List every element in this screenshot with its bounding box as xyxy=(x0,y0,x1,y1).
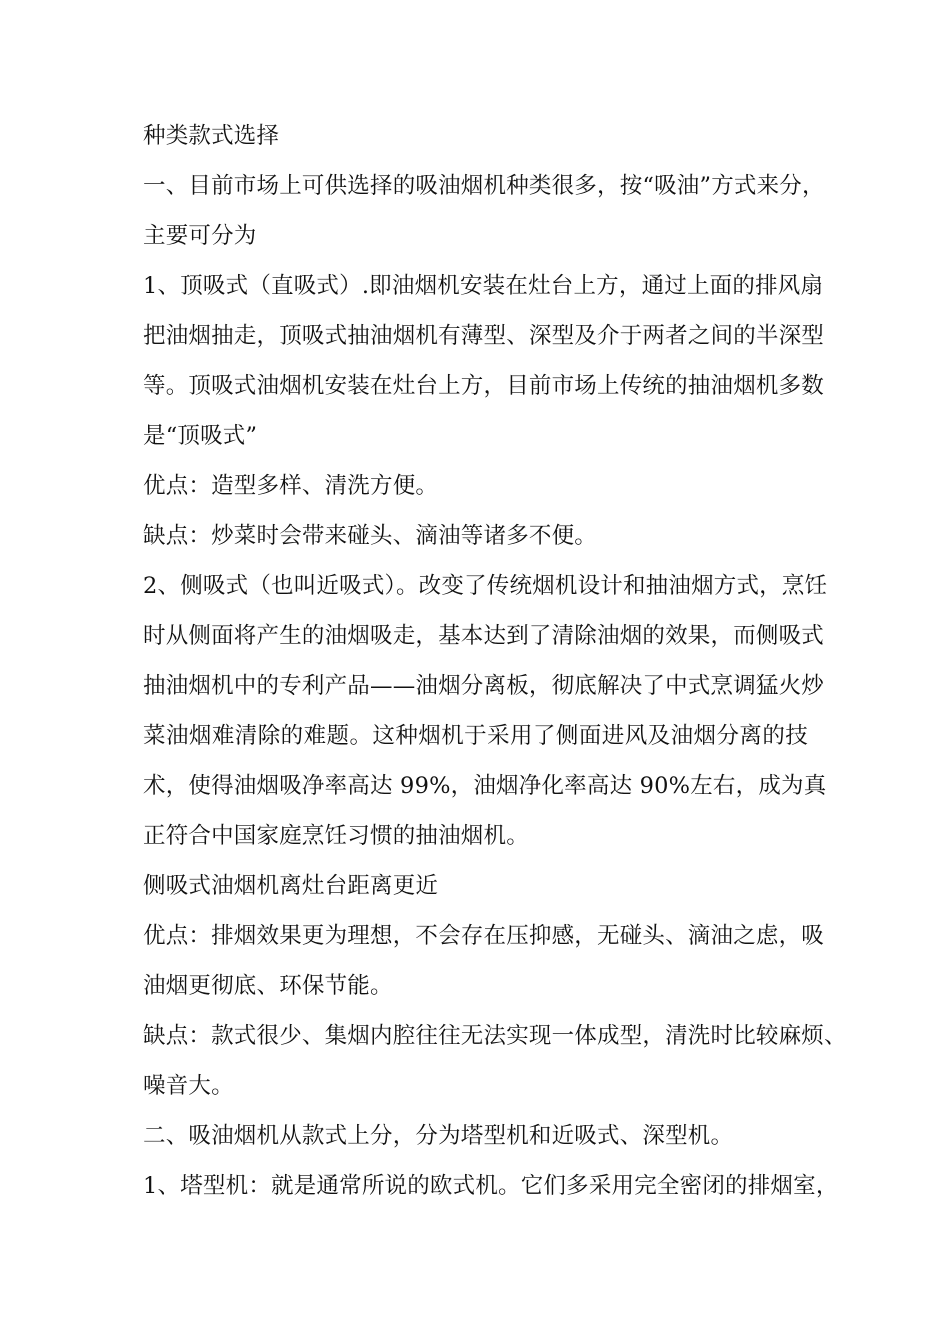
paragraph-line: 等。顶吸式油烟机安装在灶台上方，目前市场上传统的抽油烟机多数 xyxy=(143,373,825,399)
paragraph-line: 正符合中国家庭烹饪习惯的抽油烟机。 xyxy=(143,823,529,849)
paragraph-line: 主要可分为 xyxy=(143,223,257,249)
paragraph-line: 噪音大。 xyxy=(143,1073,234,1099)
paragraph-line: 1、塔型机：就是通常所说的欧式机。它们多采用完全密闭的排烟室， xyxy=(143,1173,839,1199)
paragraph-line: 时从侧面将产生的油烟吸走，基本达到了清除油烟的效果，而侧吸式 xyxy=(143,623,825,649)
paragraph-line: 优点：造型多样、清洗方便。 xyxy=(143,473,439,499)
paragraph-line: 侧吸式油烟机离灶台距离更近 xyxy=(143,873,439,899)
paragraph-line: 术，使得油烟吸净率高达 99%，油烟净化率高达 90%左右，成为真 xyxy=(143,773,827,799)
paragraph-line: 二、吸油烟机从款式上分，分为塔型机和近吸式、深型机。 xyxy=(143,1123,734,1149)
paragraph-line: 优点：排烟效果更为理想，不会存在压抑感，无碰头、滴油之虑，吸 xyxy=(143,923,825,949)
paragraph-line: 一、目前市场上可供选择的吸油烟机种类很多，按“吸油”方式来分， xyxy=(143,173,825,199)
paragraph-line: 油烟更彻底、环保节能。 xyxy=(143,973,393,999)
paragraph-line: 2、侧吸式（也叫近吸式）。改变了传统烟机设计和抽油烟方式，烹饪 xyxy=(143,573,828,599)
paragraph-line: 缺点：款式很少、集烟内腔往往无法实现一体成型，清洗时比较麻烦、 xyxy=(143,1023,847,1049)
paragraph-line: 抽油烟机中的专利产品——油烟分离板，彻底解决了中式烹调猛火炒 xyxy=(143,673,825,699)
paragraph-line: 是“顶吸式” xyxy=(143,423,258,449)
paragraph-line: 1、顶吸式（直吸式）.即油烟机安装在灶台上方，通过上面的排风扇 xyxy=(143,273,824,299)
heading-category-style-selection: 种类款式选择 xyxy=(143,123,280,149)
paragraph-line: 菜油烟难清除的难题。这种烟机于采用了侧面进风及油烟分离的技 xyxy=(143,723,808,749)
paragraph-line: 把油烟抽走，顶吸式抽油烟机有薄型、深型及介于两者之间的半深型 xyxy=(143,323,825,349)
paragraph-line: 缺点：炒菜时会带来碰头、滴油等诸多不便。 xyxy=(143,523,598,549)
